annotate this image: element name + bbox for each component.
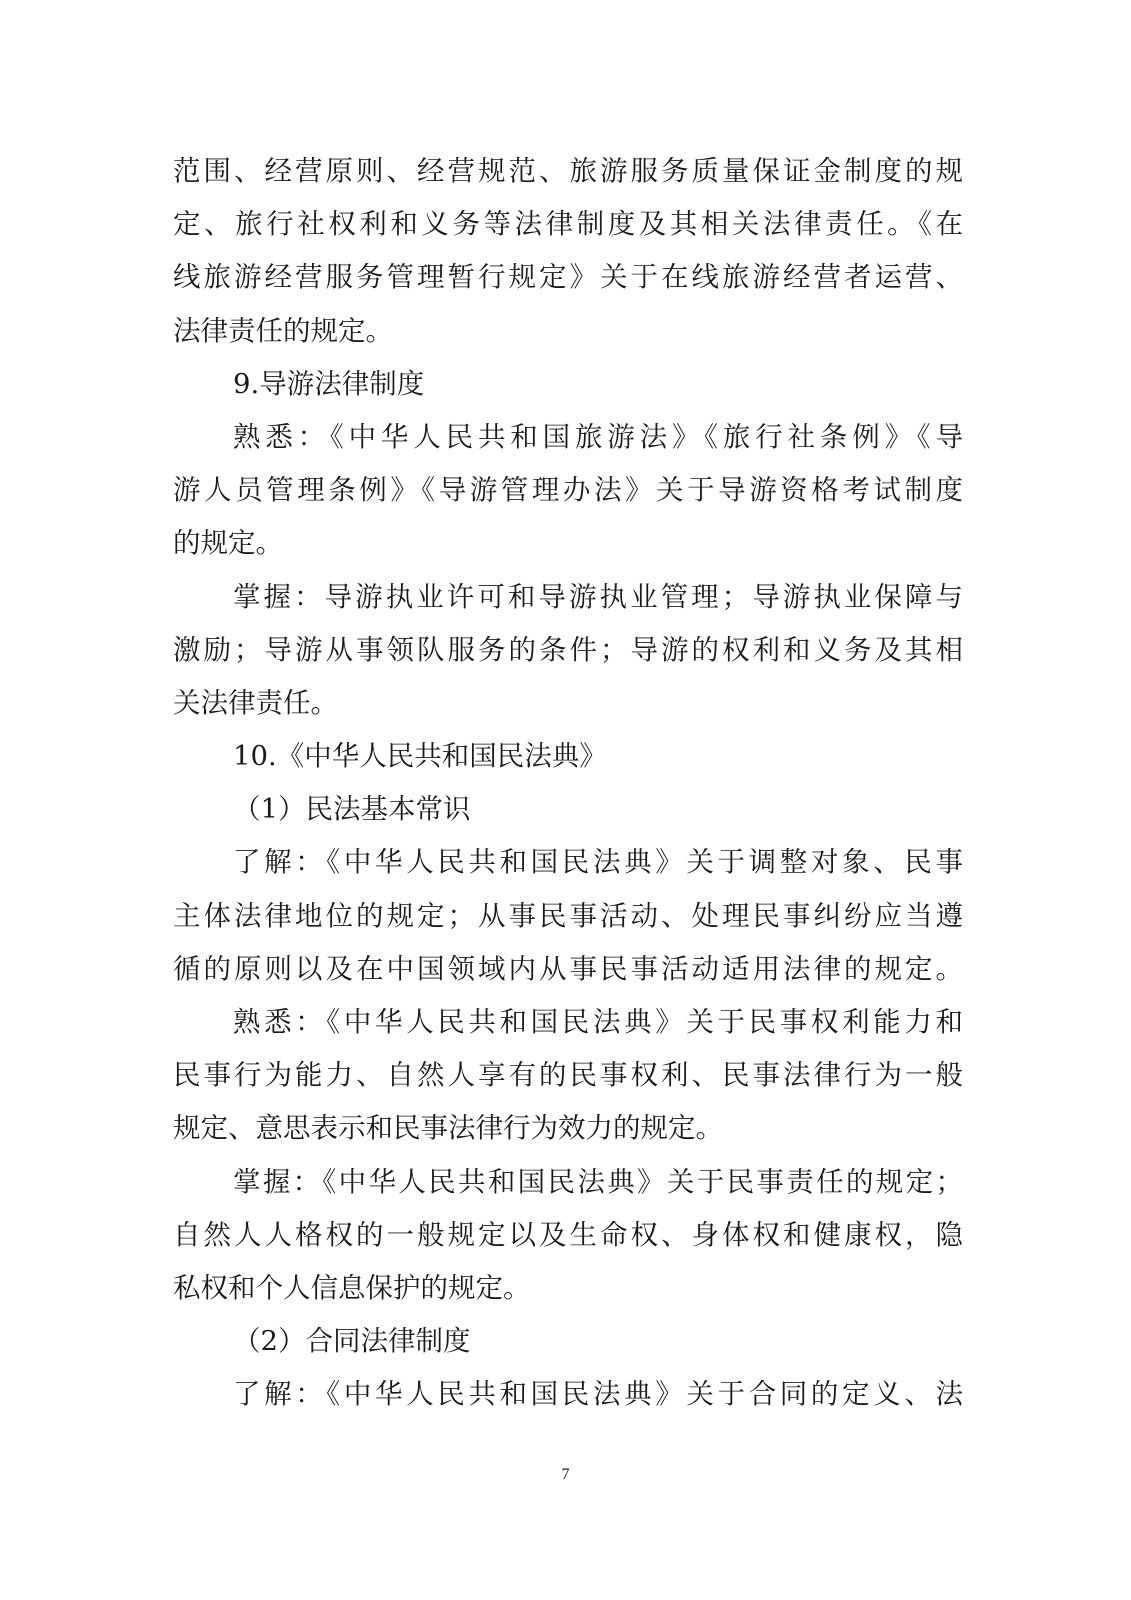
text-line: 了解：《中华人民共和国民法典》关于调整对象、民事 bbox=[233, 846, 963, 879]
text-line: 了解：《中华人民共和国民法典》关于合同的定义、法 bbox=[233, 1378, 963, 1411]
text-line: 掌握：导游执业许可和导游执业管理；导游执业保障与 bbox=[233, 580, 963, 613]
text-line: 游人员管理条例》《导游管理办法》关于导游资格考试制度 bbox=[173, 474, 963, 507]
text-line: 循的原则以及在中国领域内从事民事活动适用法律的规定。 bbox=[173, 952, 963, 985]
text-line: 规定、意思表示和民事法律行为效力的规定。 bbox=[173, 1112, 723, 1145]
text-line: 线旅游经营服务管理暂行规定》关于在线旅游经营者运营、 bbox=[173, 261, 963, 294]
text-line: 熟悉：《中华人民共和国民法典》关于民事权利能力和 bbox=[233, 1006, 963, 1038]
text-line: 主体法律地位的规定；从事民事活动、处理民事纠纷应当遵 bbox=[173, 899, 963, 932]
text-line: 激励；导游从事领队服务的条件；导游的权利和义务及其相 bbox=[173, 633, 963, 666]
text-line: 的规定。 bbox=[173, 527, 283, 560]
text-line: 私权和个人信息保护的规定。 bbox=[173, 1271, 531, 1304]
text-line: 民事行为能力、自然人享有的民事权利、民事法律行为一般 bbox=[173, 1059, 963, 1092]
text-line: 熟悉：《中华人民共和国旅游法》《旅行社条例》《导 bbox=[233, 420, 963, 453]
text-line: 自然人人格权的一般规定以及生命权、身体权和健康权，隐 bbox=[173, 1218, 963, 1251]
page-number: 7 bbox=[561, 1466, 570, 1483]
subsection-heading: （1）民法基本常识 bbox=[233, 793, 471, 826]
text-line: 掌握：《中华人民共和国民法典》关于民事责任的规定； bbox=[233, 1165, 963, 1198]
section-heading: 10.《中华人民共和国民法典》 bbox=[233, 740, 607, 773]
document-body bbox=[173, 145, 963, 1422]
section-heading: 9.导游法律制度 bbox=[233, 367, 425, 400]
text-line: 定、旅行社权利和义务等法律制度及其相关法律责任。《在 bbox=[173, 208, 963, 241]
subsection-heading: （2）合同法律制度 bbox=[233, 1325, 471, 1358]
text-line: 关法律责任。 bbox=[173, 686, 338, 719]
text-line: 法律责任的规定。 bbox=[173, 314, 393, 347]
text-line: 范围、经营原则、经营规范、旅游服务质量保证金制度的规 bbox=[173, 155, 963, 187]
